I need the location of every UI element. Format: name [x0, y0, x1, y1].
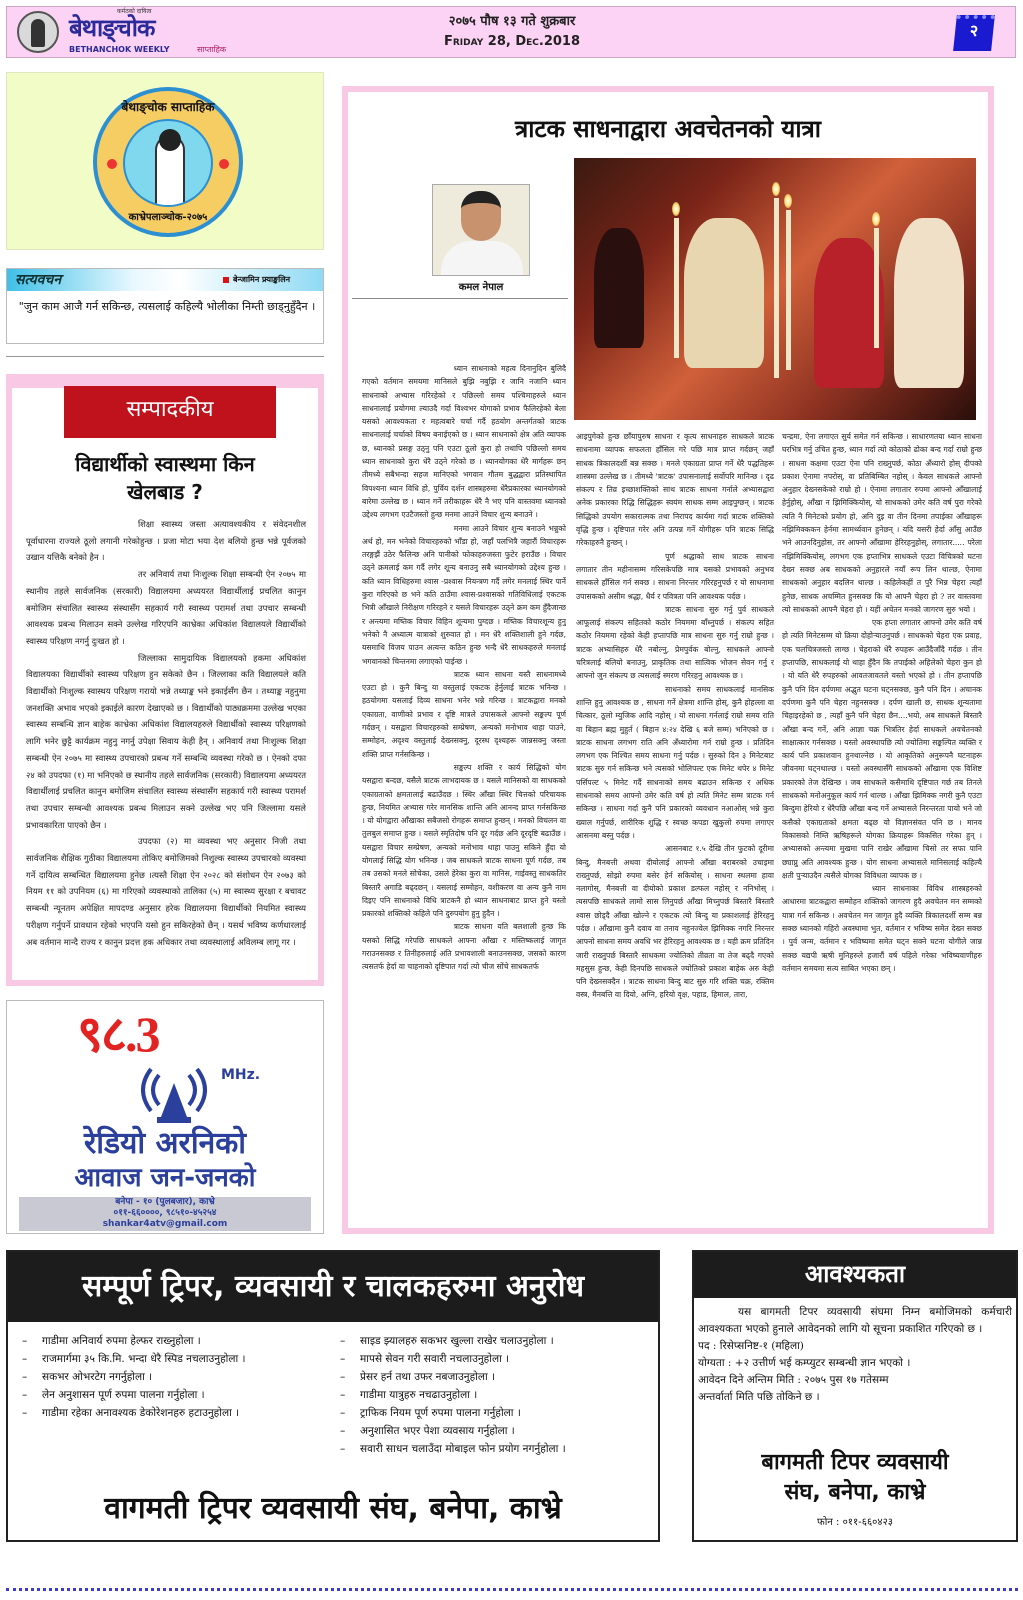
masthead-weekly: साप्ताहिक	[197, 45, 227, 54]
dotted-divider	[6, 1588, 1018, 1591]
vacancy-header	[694, 1252, 1016, 1298]
tipper-appeal-advertisement	[6, 1250, 660, 1542]
editorial-paragraph: जिल्लाका सामुदायिक विद्यालयको हकमा अधिकांश विद्यालयका विद्यार्थीको स्वास्थ्य परिक्षण हुन सकेको छैन । जिल्लाका कति विद्यालयले कति विद्यार्थीको निःशुल्क स्वास्थय परिक्षण गरायो भन्ने तथ्याङ्क भने इकाईसँग छैन । तथ्याङ्क नहुनुमा जनशक्ति अभाव भएको इकाईले कारण देखाएको छ । विद्यार्थीको पाठ्यक्रममा उल्लेख भएका स्वास्थ्य सम्बन्धि ज्ञान बाहेक काभ्रेका अधिकांश विद्यालयहरुले विद्यार्थीको स्वास्थ्य परिक्षणको लागि भनेर छुट्टै कार्यक्रम नहुनु नगर्नु उपेक्षा सिवाय केही हैन् । अनिवार्य तथा निःशुल्क शिक्षा सम्बन्धी ऐन २०७५ मा स्वास्थ्य उपचारको प्रबन्ध गर्ने सम्बन्धि व्यवस्था गरेको छ । ऐनको दफा २४ को उपदफा (१) मा भनिएको छ स्थानीय तहले सार्वजनिक (सरकारी) विद्यालयमा अध्ययरत विद्यार्थीलाई प्रचलित कानुन बमोजिम संचालित स्वास्थ्य संस्थासँग सहकार्य गरी स्वास्थ्य परामर्श तथा उपचार सम्बन्धी आवश्यक प्रबन्ध मिलाउन सक्ने उल्लेख भए पनि जिल्लामा यसले प्रभावकारिता पाएको छैन ।	[26, 652, 306, 830]
vacancy-interview: अन्तर्वार्ता मिति पछि तोकिने छ ।	[698, 1391, 820, 1403]
list-item: – प्रेसर हर्न तथा उफर नबजाउनुहोला ।	[334, 1368, 654, 1386]
quote-author: बेन्जामिन फ्र्याङ्कलिन	[233, 275, 291, 284]
article-paragraph: एक हप्ता लगातार आफ्नो उमेर कति वर्ष हो त्यति मिनेटसम्म यो क्रिया दोहोऱ्याउनुपर्छ । साधकको चेहरा एक प्रवाह, एक चलचित्रजस्तो लाग्छ । चेहराको धेरै रुपहरू आउँदैजाँदै गर्दछ । तीन हप्तापछि, साधकलाई यो थाहा हुँदैन कि तपाईको अहिलेको चेहरा कुन हो । यो यति धेरै रुपहरुको आवतजावतले यस्तो भएको हो । तीन हप्तापछि कुनै पनि दिन दर्पणमा अद्भुत घटना घट्नसक्छ, कुनै पनि दिन । अचानक दर्पणमा कुनै पनि चेहरा नहुनसक्छ । दर्पण खाली छ, साधक शून्यतामा चिहाइरहेको छ , त्यहाँ कुनै पनि चेहरा छैन....भयो, अब साधकले बिस्तारै आँखा बन्द गर्ने, अनि आज्ञा चक्र भित्रतिर हेर्दा साधकले अवचेतनको साक्षात्कार गर्नसक्छ । यस्तो अवस्थापछि त्यो ज्योतिमा सङ्कल्पित व्यक्ति र कार्य पनि प्रकाशवान हुनथाल्नेछ । यो आकृतिको अनुरूपनै घटनाहरू जीवनमा घट्नथाल्छ । यस्तो अवस्थासँगै साधकको आँखामा एक विशिष्ट प्रकारको तेज देखिन्छ । जब साधकले कसैमाथि दृष्टिपात गर्छ तब तिनले साधकको मनोअनुकूल कार्य गर्न थाल्छ । आँखा झिमिक्क नगरी कुनै एउटा बिन्दुमा हेरियो र धेरैपछि आँखा बन्द गर्ने अभ्यासले निरन्तरता पायो भने जो कसैको एकाग्रताको क्षमता बढ्छ यो विज्ञानसंवत पनि छ । मानव विकासको निम्ति ऋषिहरूले योगका क्रियाहरू विकसित गरेका हुन् । अभ्यासको अन्त्यमा मुखमा पानि राखेर आँखामा चिसो तर सफा पानि छ्याप्नु अति आवश्यक हुन्छ । योग साधना अभ्यासले मानिसलाई कहिल्यै क्षती पुऱ्याउदैन त्यसैले योगका विविधता व्यापक छ ।	[782, 618, 982, 880]
vacancy-qualification: योग्यता : +२ उत्तीर्ण भई कम्प्युटर सम्बन्धी ज्ञान भएको ।	[698, 1357, 911, 1369]
masthead-english-name: BETHANCHOK WEEKLY	[69, 45, 170, 54]
divider	[6, 356, 324, 357]
radio-address: बनेपा - १० (पुलबजार), काभ्रे	[115, 1197, 215, 1207]
editorial	[6, 374, 324, 986]
radio-phone: ०११-६६००००, ९८५१०-४५२५४	[113, 1208, 217, 1218]
list-item: – राजमार्गमा ३५ कि.मि. भन्दा धेरै स्पिड नचलाउनुहोला ।	[16, 1350, 316, 1368]
date-nepali: २०७५ पौष १३ गते शुक्रबार	[448, 14, 576, 29]
list-item: – मापसे सेवन गरी सवारी नचलाउनुहोला ।	[334, 1350, 654, 1368]
radio-contact	[19, 1197, 311, 1231]
bullet-square-icon	[223, 277, 229, 283]
article-paragraph: आसनबाट १.५ देखि तीन फुटको दूरीमा बिन्दु, मैनबत्ती अथवा दीयोलाई आफ्नो आँखा बराबरको उचाइमा राख्नुपर्छ, सोझो रुपमा बसेर हेर्न सकियोस् । साधना स्थलमा हावा नलागोस्, मैनबत्ती वा दीयोको प्रकाश डल्फल नहोस् र ननिभोस् । त्यसपछि साधकले लामो सास लिनुपर्छ आँखा मिच्नुपर्छ बिस्तारै बिस्तारै श्वास छोड्दै आँखा खोल्ने र एकटक त्यो बिन्दु या प्रकाशलाई हेरिरहनु पर्दछ । आँखामा कुनै दवाव वा तनाव नहुनज्वेल झिमिक्क नगरि निरन्तर आफ्नो साधना समय अवधि भर हेरिरहनु आवश्यक छ । यही क्रम प्रतिदिन जारी राख्नुपर्छ बिस्तारै साधकमा ज्योतिको तीव्रता वा तेज बढ्दै गएको महसुस हुन्छ, केही दिनपछि साधकले ज्योतिको प्रकाश बाहेक अरु केही पनि देख्नसक्दैन । त्राटक साधना बिन्दु बाट सुरु गरि शक्ति चक्र, रक्तिम वस्त्र, मैनबत्ति वा दियो, अग्नि, हरियो वृक्ष, पहाड, हिमाल, तारा,	[576, 844, 774, 1000]
editorial-label: सम्पादकीय	[126, 397, 214, 422]
radio-frequency: ९८.3	[77, 1006, 159, 1062]
radio-tower-icon	[129, 1065, 219, 1125]
radio-name: रेडियो अरनिको	[83, 1126, 247, 1161]
article-paragraph: ध्यान साधनाका विविध शास्त्रहरुको आधारमा त्राटकद्वारा सम्मोहन शक्तिको जागरण हुदै अवचेतन मन सम्मको यात्रा गर्न सकिन्छ । अवचेतन मन जागृत हुदै व्यक्ति त्रिकालदर्शी सम्म बन्न सक्छ ध्यानको गहिरो अवस्थामा भुत, वर्तमान र भविष्य समेत देख्न सक्छ । पुर्व जन्म, वर्तमान र भविष्यमा समेत घट्न सक्ने घटना योगीले जान्न सक्छ यद्यपी ऋषी मुनिहरुले हजारौं वर्ष पहिले गरेका भविष्यवाणीहरु वर्तमान समयमा सत्य साबित भएका छन् ।	[782, 884, 982, 973]
list-item: – सवारी साधन चलाउँदा मोबाइल फोन प्रयोग नगर्नुहोला ।	[334, 1440, 654, 1458]
quote-box	[6, 268, 324, 344]
masthead	[6, 6, 1016, 58]
list-item: – लेन अनुशासन पूर्ण रुपमा पालना गर्नुहोला ।	[16, 1386, 316, 1404]
editorial-label-box	[64, 386, 276, 438]
list-item: – गाडीमा यात्रुहरु नचढाउनुहोला ।	[334, 1386, 654, 1404]
article-column-2	[576, 430, 774, 1228]
article-paragraph: चन्द्रमा, ऐना लगाएत सुर्य समेत गर्न सकिन्छ । साधारणतया ध्यान साधना घरभित्र गर्नु उचित हुन्छ, ध्यान गर्दा त्यो कोठाको ढोका बन्द गर्दा राम्रो हुन्छ । साधना कक्षमा एउटा ऐना पनि राख्नुपर्छ, कोठा अँध्यारो होस् दीपको प्रकाश ऐनामा नपरोस्, वा प्रतिबिम्बित नहोस् । केवल साधकले आफ्नो अनुहार देख्नसकेको राम्रो हो । ऐनामा लगातार रुपमा आफ्नो आँखालाई हेर्नुहोस्, आँखा न झिमिक्कियोस्, यो साधकको उमेर कति वर्ष पुरा गरेको त्यति नै मिनेटको प्रयोग हो, अनि दुइ वा तीन दिनमा तपाईका आँखाहरू नझिमिक्ककन हेर्नमा सामर्थ्यवान हुनेछन् । यदि यसरी हेर्दा आँसु आउँछ भने आउनदिनुहोस, तर आफ्नो आँखामा हेरिरहनुहोस्, लगातार..... परेला नझिमिक्कियोस्, लगभग एक हप्ताभित्र साधकले एउटा विचित्रको घटना देख्न सक्छ अब साधकको अनुहारले नयाँ रूप लिन थाल्छ, ऐनामा साधकको अनुहार बदलिन थाल्छ । कहिलेकहीं त पुरै भिन्न चेहरा त्यहाँ हुनेछ, साधक अचम्मित हुनसक्छ कि यो आफ्नै चेहरा हो ? तर वास्तवमा त्यो साधकको आफ्नै चेहरा हो । यहीं अचेतन मनको जागरण सुरु भयो ।	[782, 432, 982, 614]
article-column-1	[362, 362, 566, 1228]
meditation-photo	[574, 158, 976, 420]
page-number: २	[969, 21, 979, 40]
article-paragraph: साधनाको समय साधकलाई मानसिक शान्ति हुनु आवश्यक छ , साधना गर्ने क्षेत्रमा शान्ति होस्, कुनै होहल्ला वा चित्कार, ठूलो म्युजिक आदि नहोस् । यो साधना गर्नलाई राम्रो समय राति वा बिहान ब्रह्म मुहुर्त ( बिहान ४:२४ देखि ६ बजे सम्म) भनिएको छ । त्राटक साधना लगभग राति अनि अँध्यारोमा गर्न राम्रो हुन्छ । प्रतिदिन लगभग एक निश्चित समय साधना गर्नु पर्दछ । सुरुको दिन ३ मिनेटबाट त्राटक सुरु गर्न सकिन्छ भने त्यसको भोलिपल्ट एक मिनेट थपेर ४ मिनेट पर्सिपल्ट ५ मिनेट गर्दै साधनाको समय बढाउन सकिन्छ र अधिक साधनाको समय आफ्नो उमेर कति वर्ष हो त्यति मिनेट सम्म त्राटक गर्न सकिन्छ । साधना गर्दा कुनै पनि प्रकारको व्यवधान नआओस् भन्ने कुरा ख्याल गर्नुपर्छ, शारीरिक शुद्धि र स्वच्छ कपडा खुकुलो रुपमा लगाएर आसनमा बस्नु पर्दछ ।	[576, 684, 774, 840]
vacancy-intro: यस बागमती टिपर व्यवसायी संघमा निम्न बमोजिमको कर्मचारी आवश्यकता भएको हुनाले आवेदनको लागि यो सूचना प्रकाशित गरिएको छ ।	[698, 1306, 1012, 1335]
radio-unit: MHz.	[221, 1067, 261, 1083]
article-paragraph: सङ्कल्प शक्ति र कार्य सिद्धिको योग यसद्वारा बन्दछ, यसैले त्राटक लाभदायक छ । यसले मानिसको वा साधकको एकाग्रताको क्षमतालाई बढाउँदछ । स्थिर आँखा स्थिर चित्तको परिचायक हुन्छ, नियमित अभ्यास गरेर मानसिक शान्ति अनि आनन्द प्राप्त गर्नसकिन्छ । यो योगद्वारा आँखाका सबैजसो रोगहरू समाप्त हुन्छन् । मनको विचलन वा तुलबुल समाप्त हुन्छ । यसले स्मृतिदोष पनि दूर गर्दछ अनि दूरदृष्टि बढाउँछ । यसद्वारा विचार सम्प्रेषण, अन्यको मनोभाव थाहा पाउनु सकिने हुँदा यो योगलाई सिद्धि योग भनिन्छ । जब साधकले त्राटक साधना पूर्ण गर्दछ, तब तब उसको मनले सोचेका, उसले हेरेका कुरा वा मानिस, गाईवस्तु साधकतिर बिस्तारै अगाडि बढ्दछन् । यसलाई सम्मोहन, वशीकरण वा अन्य कुनै नाम दिइए पनि साधनाको विधि त्राटकनै हो ध्यान साधनाबाट प्राप्त हुने यस्तो प्रकारको शक्तिको कहिले पनि दुरुपयोग हुनु हुदैन ।	[362, 762, 566, 919]
radio-advertisement	[6, 1000, 324, 1234]
editorial-paragraph: उपदफा (२) मा व्यवस्था भए अनुसार निजी तथा सार्वजनिक शैक्षिक गुठीका विद्यालयमा तोकिए बमोजिमको निशुल्क स्वास्थ्य उपचारको व्यवस्था गर्ने दायित्व सम्बन्धित विद्यालयमा हुनेछ ।त्यस्तै शिक्षा ऐन २०२८ को संशोधन ऐन २०७३ को नियम ११ को उपनियम (६) मा गरिएको व्यवस्थाको तालिका (५) मा स्वास्थ्य सुरक्षा र बचावट सम्बन्धी न्यूनतम अपेक्षित मापदण्ड अनुसार हरेक विद्यालयमा विद्यार्थीको नियमित स्वास्थ्य परीक्षण गर्नुपर्ने प्रावधान रहेको भएपनि यसो हुन सकिरहेको छैन् । यसर्थ भविष्य कर्णधारलाई अब वर्तमान मान्दै राज्य र कानुन प्रदत्त हक अधिकार तथा व्यवस्थालाई अविलम्ब लागू गर ।	[26, 836, 306, 947]
newspaper-seal-panel	[6, 72, 324, 250]
radio-email[interactable]: shankar4atv@gmail.com	[102, 1219, 228, 1229]
vacancy-title: आवश्यकता	[804, 1260, 906, 1288]
appeal-title: सम्पूर्ण ट्रिपर, व्यवसायी र चालकहरुमा अनुरोध	[81, 1269, 585, 1304]
article-paragraph: मनमा आउने विचार शुन्य बनाउने भन्नुको अर्थ हो, मन भनेको विचारहरुको भाँडा हो, जहाँ पलभित्रै जहारौं विचारहरू तरङ्गझैं उठेर फैलिन्छ अनि पानीको फोकाहरुजस्ता फुटेर हराउँछ । विचार उठ्ने क्रमलाई कम गर्दै लगेर शून्य बनाउनु सबै ध्यानयोगको उद्देश्य हुन्छ । कति ध्यान विधिहरुमा श्वास -प्रश्वास नियन्त्रण गर्दै लगेर मनलाई स्थिर पार्ने कुरा गरिएको छ भने कति ठाउँमा श्वास-प्रश्वासको गतिविधिलाई एकटक भित्री आँखाले निरीक्षण गरिरहने र यसले विचारहरू उठ्ने क्रम कम हुँदैजान्छ र अन्त्यमा मष्तिक विचार विहिन शून्यमा पुग्दछ । मष्तिक विचारशून्य हुनु भनेको नै अध्यात्म यात्राको शुरुवात हो । मन धेरै शक्तिशाली हुने गर्दछ, यसमाथि विजय पाउन अत्यन्त कठिन हुन्छ भन्दै धेरै साधकहरुले मनलाई भगवानको चिन्तनमा लगाएको पाईन्छ ।	[362, 523, 566, 666]
vacancy-deadline: आवेदन दिने अन्तिम मिति : २०७५ पुस १७ गतेसम्म	[698, 1374, 889, 1386]
vacancy-org-line: बागमती टिपर व्यवसायी	[761, 1450, 949, 1475]
quote-text: "जुन काम आजै गर्न सकिन्छ, त्यसलाई कहिल्यै भोलीका निम्ती छाड्नुहुँदैन ।	[18, 300, 316, 313]
divider	[352, 298, 568, 299]
seal-top-text: बेथाङ्चोक साप्ताहिक	[121, 100, 215, 114]
article-title: त्राटक साधनाद्वारा अवचेतनको यात्रा	[514, 115, 821, 143]
article-paragraph: त्राटक साधना सुरु गर्नु पुर्व साधकले आफूलाई संकल्प सहितको कठोर नियममा बाँध्नुपर्छ । संकल्प सहित कठोर नियममा रहेको केही हप्तापछि मात्र साधना सुरु गर्नु राम्रो हुन्छ । त्राटक अभ्यासिहरु धेरै नबोल्नु, प्रेमपुर्वक बोल्नु, साधकले आफ्नो चरित्रलाई बलियो बनाउनु, प्राकृतिक तथा सात्विक भोजन सेवन गर्नु र आफ्नो जुन संकल्प छ त्यसलाई स्मरण गरिरहनु आवश्यक छ ।	[576, 604, 774, 681]
list-item: – ट्राफिक नियम पूर्ण रुपमा पालना गर्नुहोला ।	[334, 1404, 654, 1422]
seal-dot-icon	[219, 159, 229, 169]
quote-title: सत्यवचन	[15, 272, 62, 288]
editorial-title: विद्यार्थीको स्वास्थमा किन खेलबाड ?	[75, 452, 255, 504]
appeal-header	[8, 1252, 658, 1322]
article-column-3	[782, 430, 982, 1228]
vacancy-post: पद : रिसेप्सनिष्ट-१ (महिला)	[698, 1340, 804, 1352]
masthead-logo-icon	[17, 11, 59, 53]
main-article	[342, 86, 994, 1234]
vacancy-phone: फोन : ०११-६६०४२३	[817, 1517, 893, 1528]
radio-slogan: आवाज जन-जनको	[74, 1163, 256, 1193]
list-item: – गाडीमा अनिवार्य रुपमा हेल्फर राख्नुहोला ।	[16, 1332, 316, 1350]
masthead-tagline: कर्मठको दायित्व	[117, 8, 152, 15]
vacancy-organization	[694, 1448, 1016, 1508]
list-item: – अनुशासित भएर पेशा व्यवसाय गर्नुहोला ।	[334, 1422, 654, 1440]
article-paragraph: त्राटक साधना यति बलशाली हुन्छ कि यसको सिद्धि गरेपछि साधकले आफ्ना आँखा र मस्तिष्कलाई जागृत गराउनसक्छ र तिनीहरुलाई अति प्रभावशाली बनाउनसक्छ, जसको कारण त्यसतर्फ हेर्दा वा चाहनाको दृष्टिपात गर्दा त्यो चीज सोंचे साधकतर्फ	[362, 922, 566, 972]
list-item: – गाडीमा रहेका अनावश्यक डेकोरेशनहरु हटाउनुहोला ।	[16, 1404, 316, 1422]
quote-header	[7, 269, 323, 291]
author-photo	[432, 184, 530, 276]
editorial-body	[26, 516, 306, 950]
vacancy-org-line: संघ, बनेपा, काभ्रे	[784, 1480, 926, 1505]
article-paragraph: पूर्ण श्रद्धाको साथ त्राटक साधना लगातार तीन महीनासम्म गरिसकेपछि मात्र यसको प्रभावको अनुभव साधकले हाँसिल गर्न सक्छ । साधना निरन्तर गरिरहनुपर्छ र यो साधनामा उपासकको असीम श्रद्धा, धैर्य र पवित्रता पनि आवश्यक पर्दछ ।	[576, 551, 774, 601]
author-name: कमल नेपाल	[458, 282, 504, 293]
appeal-footer: वागमती ट्रिपर व्यवसायी संघ, बनेपा, काभ्रे	[104, 1491, 562, 1526]
article-paragraph: ध्यान साधनाको महत्व दिनानुदिन बुलिदै गएको वर्तमान समयमा मानिसले बुझि नबुझि र जानि नजानि ध्यान साधनाको अभ्यास गरिरहेको र पछिल्लो समय पश्चिमाहरुले ध्यान साधनालाई प्रयोगमा ल्याउदै गर्दा विश्वभर योगाको प्रभाव फैलिरहेको बेला यसको आवश्यकता र महत्वबारे चर्चा गर्दै हठयोग अन्तर्गतको त्राटक साधनालाई चर्चाको विषय बनाईएको छ । ध्यान साधनाको क्षेत्र अति व्यापक छ, ध्यानको प्रसङ्ग उठ्नु पनि एउटा ठूलो कुरा हो तथापि पछिल्लो समय ध्यान साधनाको कुरा धेरै उठ्ने गरेको छ । ध्यानयोगका धेरै मार्गहरू छन् तीमध्ये सबैभन्दा सहज मानिएको भगवान गौतम बुद्धद्वारा प्रतिस्थापित विपश्यना ध्यान विधि हो, पुर्विय दर्शन शास्त्रहरुमा धेरैप्रकारका ध्यानयोगको बारेमा उल्लेख छ । ध्यान गर्ने तरीकाहरू धेरै नै भए पनि वास्तवमा ध्यानको उद्देश्य लगभग एउटैजस्तो हुन्छ मनमा आउने विचार शुन्य बनाउने ।	[362, 364, 566, 520]
seal-bottom-text: काभ्रेपलाञ्चोक-२०७५	[128, 212, 208, 223]
appeal-list-left	[16, 1332, 316, 1422]
vacancy-advertisement	[692, 1250, 1018, 1542]
seal-figure-icon	[123, 119, 213, 207]
masthead-name: बेथाङ्चोक	[69, 14, 155, 42]
editorial-paragraph: तर अनिवार्य तथा निःशुल्क शिक्षा सम्बन्धी ऐन २०७५ मा स्थानीय तहले सार्वजनिक (सरकारी) विद्यालयमा अध्ययरत विद्यार्थीलाई प्रचलित कानुन बमोजिम संचालित स्वास्थ्य संस्थासँग सहकार्य गरी स्वास्थ्य परामर्श तथा उपचार सम्बन्धी आवश्यक प्रबन्ध मिलाउन सक्ने उल्लेख गरिएपनि काभ्रेका अधिकांश विद्यालयले विद्यार्थीको स्वास्थ्य परिक्षण नगर्नु दुःखत हो ।	[26, 569, 306, 646]
list-item: – सकभर ओभरटेग नगर्नुहोला ।	[16, 1368, 316, 1386]
article-paragraph: आइपुगेको हुन्छ छाँयापुरुष साधना र कृत्य साधनाहरु साधकले त्राटक साधनामा व्यापक सफलता हाँसिल गरे पछि मात्र प्राप्त गर्दछन् जहाँ साधक त्रिकालदर्शी बन्न सक्छ । मनले एकाग्रता प्राप्त गर्ने धेरै पद्धतिहरू शास्त्रमा उल्लेख छ । तीमध्ये 'त्राटक' उपासनालाई सर्वोपरि मानिन्छ । दृढ संकल्प र तिव्र इच्छाशक्तिको साथ त्राटक साधना गर्नाले अभ्यासद्वारा अनेक प्रकारका रिद्धि सिद्धिहरू स्वयंम साधक सम्म आइपुग्छन् । त्राटक सिद्धिको उपयोग सकारात्मक तथा निरापद कार्यमा गर्दा त्राटक शक्तिको वृद्धि हुन्छ । दृष्टिपात गरेर अनि उत्पन्न गर्ने योगीहरू पनि त्राटक सिद्धि गरेकाहरुनै हुन्छन् ।	[576, 432, 774, 548]
list-item: – साइड झ्यालहरु सकभर खुल्ला राखेर चलाउनुहोला ।	[334, 1332, 654, 1350]
article-paragraph: त्राटक ध्यान साधना यस्तै साधनामध्ये एउटा हो । कुनै बिन्दु या वस्तुलाई एकटक हेर्नुलाई त्राटक भनिन्छ । हठयोगमा यसलाई दिव्य साधना भनेर भन्ने गरिन्छ । त्राटकद्वारा मनको एकाग्रता, वाणीको प्रभाव र दृष्टि मात्रले उपासकले आफ्नो सङ्कल्प पूर्ण गर्दछन् । यसद्वारा विचारहरुको सम्प्रेषण, अन्यको मनोभाव थाहा पाउने, सम्मोहन, अदृश्य वस्तुलाई देख्नसक्नु, दूरस्थ दृश्यहरू जान्नसक्नु जस्ता शक्ति प्राप्त गर्नसकिन्छ ।	[362, 669, 566, 759]
date-english: Friday 28, Dec.2018	[444, 34, 580, 49]
vacancy-body	[698, 1304, 1012, 1406]
seal-dot-icon	[107, 159, 117, 169]
appeal-list-right	[334, 1332, 654, 1458]
editorial-paragraph: शिक्षा स्वास्थ्य जस्ता अत्यावश्यकीय र संवेदनशील पूर्वाधारमा राज्यले ठूलो लगानी गरेकोहुन्छ । प्रजा मोटा भया देश बलियो हुन्छ भन्ने पूर्वजको उखान यत्तिकै बनेको हैन ।	[26, 519, 306, 563]
